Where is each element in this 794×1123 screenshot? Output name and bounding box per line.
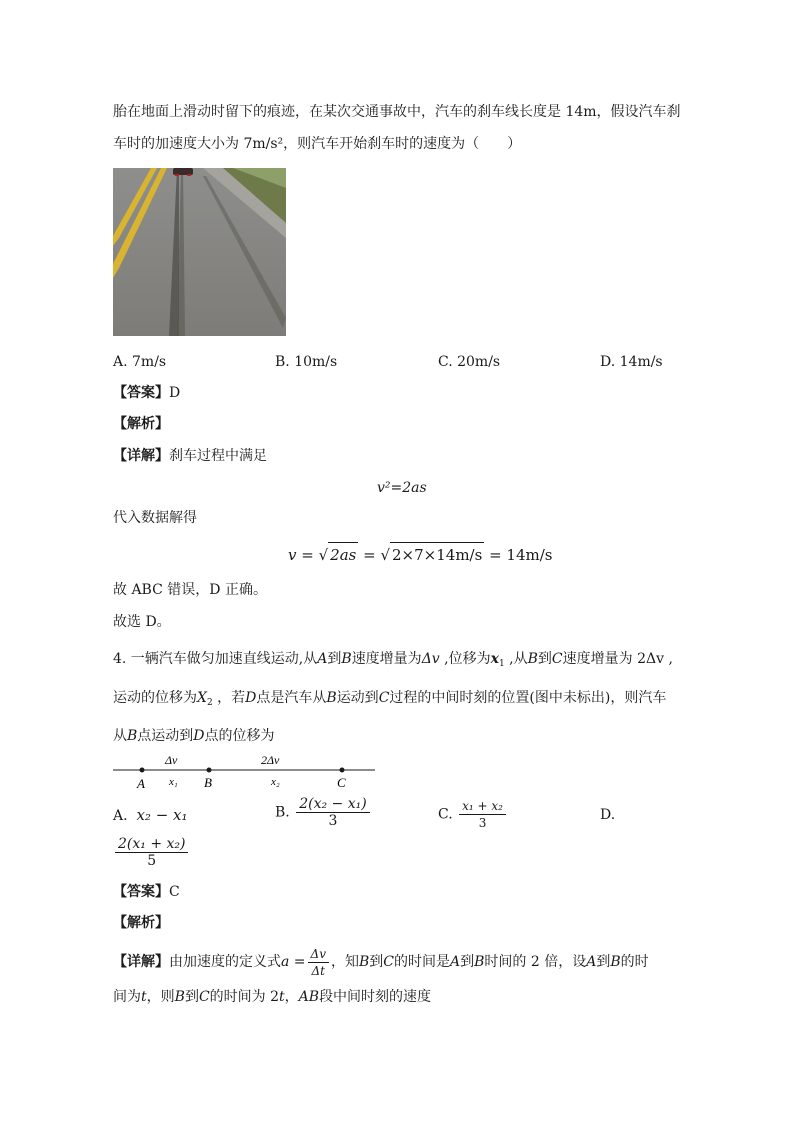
motion-diagram	[113, 752, 378, 792]
q4-s3c: 点的位移为	[204, 728, 275, 744]
label-x1: x₁	[169, 776, 178, 788]
formula2-eq: =	[358, 546, 381, 564]
q4-d2-AB: AB	[298, 989, 320, 1005]
q4-s3-B: B	[127, 728, 138, 744]
detail-tag: 【详解】	[113, 448, 169, 464]
motion-diagram-svg	[113, 752, 378, 792]
q4-s1g: 速度增量为 2Δv ,	[562, 651, 673, 667]
q4-s1e: ,从	[504, 651, 528, 667]
q4-d1c: 到	[369, 954, 384, 970]
q4-accel-num: Δv	[308, 946, 329, 963]
q4-option-d-label: D.	[600, 807, 616, 823]
q4-d1-B: B	[358, 954, 370, 970]
q4-d2f: 段中间时刻的速度	[319, 989, 432, 1005]
q4-optB-fraction	[296, 796, 369, 829]
formula2-root2: 2×7×14m/s	[390, 542, 484, 567]
q4-optB-label: B.	[275, 804, 290, 821]
q4-s1f: 到	[537, 651, 552, 667]
q4-d1-A: A	[450, 954, 461, 970]
point-A-dot	[140, 768, 145, 773]
q4-d1f: 时间的 2 倍，设	[484, 954, 587, 970]
q3-substitute-text: 代入数据解得	[113, 510, 197, 526]
q4-s2-x2: X	[197, 690, 207, 706]
q4-d1-a-eq: a =	[281, 954, 306, 970]
q4-accel-den: Δt	[311, 963, 325, 978]
q4-s2d: 运动到	[336, 690, 379, 706]
q4-option-b	[275, 796, 372, 829]
q3-option-b: B. 10m/s	[275, 354, 338, 370]
q3-stem-line2: 车时的加速度大小为 7m/s²，则汽车开始刹车时的速度为（ ）	[113, 136, 522, 152]
q4-d1h: 的时	[620, 954, 649, 970]
q4-s1-B2: B	[527, 651, 538, 667]
q4-detail-line2	[113, 987, 431, 1007]
q4-s1-x1sub: 1	[498, 659, 505, 669]
q4-s1a: 4. 一辆汽车做匀加速直线运动,从	[113, 651, 318, 667]
q3-detail-text: 刹车过程中满足	[169, 448, 267, 464]
q4-d2-t2: t	[279, 989, 285, 1005]
q4-option-d	[113, 836, 190, 869]
label-A: A	[137, 776, 145, 791]
q4-d1a: 由加速度的定义式	[169, 954, 281, 970]
skid-marks-photo	[113, 168, 286, 336]
point-C-dot	[340, 768, 345, 773]
q3-stem-line1: 胎在地面上滑动时留下的痕迹，在某次交通事故中，汽车的刹车线长度是 14m，假设汽车刹	[113, 104, 681, 120]
q4-optC-label: C.	[438, 806, 453, 823]
label-dv1: Δv	[165, 753, 178, 767]
q4-optA-label: A.	[113, 808, 128, 824]
q4-optB-den: 3	[328, 813, 338, 829]
q4-optD-num: 2(x₁ + x₂)	[115, 836, 188, 853]
formula2-lhs: v =	[288, 546, 319, 564]
q4-s3b: 点运动到	[137, 728, 194, 744]
q4-s2-C: C	[378, 690, 390, 706]
q4-d1-A2: A	[586, 954, 597, 970]
q4-s2c: 点是汽车从	[256, 690, 327, 706]
q4-optA-expr: x₂ − x₁	[136, 806, 188, 824]
q4-d2e: ，	[284, 989, 299, 1005]
q4-d1e: 到	[460, 954, 475, 970]
q4-optD-fraction	[115, 836, 188, 869]
q4-stem-line1	[113, 649, 673, 674]
q4-s2-D: D	[245, 690, 257, 706]
q4-s1-x1: x	[490, 651, 499, 667]
formula2-root1: 2as	[328, 542, 358, 567]
point-B-dot	[207, 768, 212, 773]
q4-d1d: 的时间是	[394, 954, 450, 970]
q4-option-a	[113, 805, 188, 826]
q4-s3a: 从	[113, 728, 127, 744]
q4-s3-D: D	[193, 728, 205, 744]
q4-s2a: 运动的位移为	[113, 690, 197, 706]
q4-accel-fraction	[308, 946, 329, 979]
q4-answer-line	[113, 882, 180, 902]
q4-s1-C: C	[551, 651, 563, 667]
q4-d2-t: t	[141, 989, 147, 1005]
q3-answer: D	[169, 385, 181, 401]
q4-s2-B: B	[326, 690, 337, 706]
q4-s2e: 过程的中间时刻的位置(图中未标出)，则汽车	[389, 690, 667, 706]
skid-marks-photo-illustration	[113, 168, 286, 336]
q4-s1d: ,位移为	[439, 651, 491, 667]
q3-option-c: C. 20m/s	[438, 354, 501, 370]
q4-optC-num: x₁ + x₂	[459, 798, 506, 815]
q3-conclusion-1: 故 ABC 错误，D 正确。	[113, 582, 267, 598]
q4-detail-line1	[113, 944, 649, 980]
q4-d2b: ，则	[146, 989, 175, 1005]
q4-optC-den: 3	[478, 816, 487, 830]
detail-tag: 【详解】	[113, 954, 169, 970]
q3-formula-2: v = √ 2as = √ 2×7×14m/s = 14m/s	[288, 542, 552, 567]
q4-d1b: ，知	[330, 954, 359, 970]
q4-s2-x2sub: 2	[206, 698, 213, 708]
q4-d2a: 间为	[113, 989, 141, 1005]
label-B: B	[204, 775, 212, 790]
answer-tag: 【答案】	[113, 884, 169, 900]
q4-d2-B: B	[174, 989, 185, 1005]
q4-s1-B: B	[341, 651, 352, 667]
q4-analysis-tag: 【解析】	[113, 915, 169, 931]
q3-analysis-tag: 【解析】	[113, 416, 169, 432]
q4-d2c: 到	[184, 989, 199, 1005]
q4-stem-line3	[113, 726, 275, 746]
q4-s2b: ，若	[212, 690, 246, 706]
q4-d2d: 的时间为 2	[209, 989, 280, 1005]
formula2-result: = 14m/s	[484, 546, 553, 564]
label-C: C	[337, 775, 346, 790]
q3-detail-line	[113, 446, 267, 466]
q4-s1-dv: Δv	[421, 651, 440, 667]
q4-s1-A: A	[317, 651, 328, 667]
q4-stem-line2	[113, 688, 666, 713]
label-x2: x₂	[271, 776, 280, 788]
q4-d1-C: C	[383, 954, 394, 970]
q4-d1-B2: B	[474, 954, 485, 970]
label-dv2: 2Δv	[261, 753, 280, 767]
answer-tag: 【答案】	[113, 385, 169, 401]
q4-d1-B3: B	[610, 954, 621, 970]
q3-answer-line	[113, 383, 180, 403]
q4-answer: C	[169, 884, 180, 900]
q4-d2-C: C	[198, 989, 210, 1005]
q3-option-a: A. 7m/s	[113, 354, 167, 370]
q4-optB-num: 2(x₂ − x₁)	[296, 796, 369, 813]
q3-formula-1: v²=2as	[377, 480, 427, 496]
q4-option-c	[438, 798, 508, 831]
q4-s1c: 速度增量为	[351, 651, 422, 667]
q4-optD-den: 5	[147, 853, 157, 869]
q3-conclusion-2: 故选 D。	[113, 614, 171, 630]
q4-optC-fraction	[459, 798, 506, 831]
q4-d1g: 到	[596, 954, 611, 970]
q3-option-d: D. 14m/s	[600, 354, 663, 370]
q4-s1b: 到	[327, 651, 342, 667]
